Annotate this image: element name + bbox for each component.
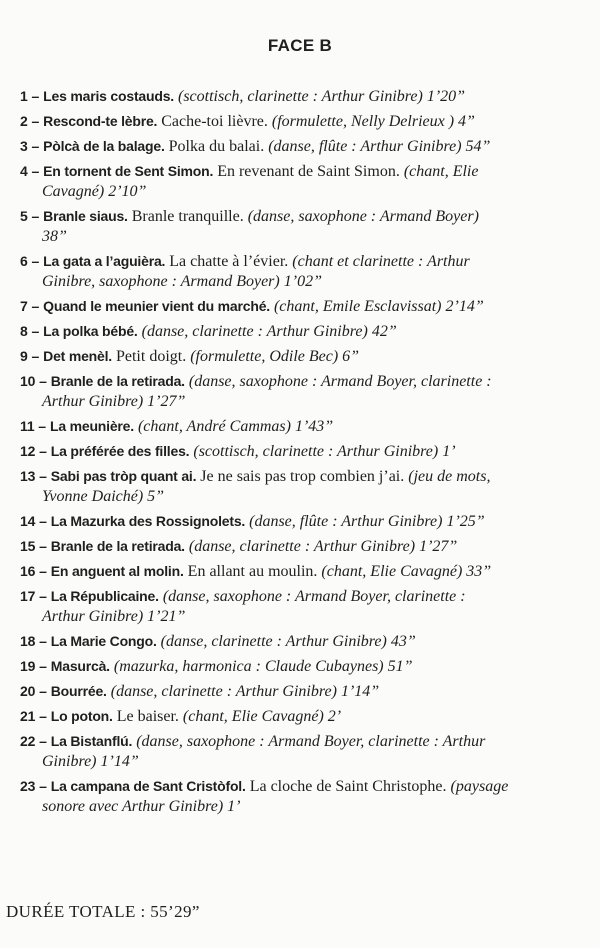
track-credit-continued: Arthur Ginibre) 1’27” — [42, 393, 186, 410]
track-credit: (chant, Elie Cavagné) 33” — [321, 563, 492, 580]
track-number: 22 — [20, 733, 36, 749]
track-separator: – — [35, 468, 51, 484]
track-separator: – — [27, 138, 44, 154]
track-translation: La cloche de Saint Christophe. — [249, 778, 447, 795]
track-title: La gata a l’aguièra. — [43, 253, 166, 269]
track-credit: (danse, flûte : Arthur Ginibre) 1’25” — [249, 513, 485, 530]
track-item — [20, 536, 590, 557]
track-item — [20, 466, 590, 507]
track-separator: – — [34, 418, 50, 434]
track-number: 10 — [20, 373, 36, 389]
track-number: 19 — [20, 658, 36, 674]
track-item — [20, 586, 590, 627]
track-title: Quand le meunier vient du marché. — [43, 298, 270, 314]
track-item — [20, 136, 590, 157]
track-credit: (danse, saxophone : Armand Boyer, clarinette : Arthur — [136, 733, 486, 750]
track-item — [20, 706, 590, 727]
track-credit: (chant, André Cammas) 1’43” — [137, 418, 334, 435]
track-item — [20, 416, 590, 437]
track-credit: (danse, clarinette : Arthur Ginibre) 1’27” — [188, 538, 458, 555]
track-credit-continued: Ginibre, saxophone : Armand Boyer) 1’02” — [42, 273, 322, 290]
track-credit: (danse, saxophone : Armand Boyer, clarinette : — [162, 588, 466, 605]
track-title: Bourrée. — [50, 683, 107, 699]
track-number: 20 — [20, 683, 36, 699]
track-title: Det menèl. — [43, 348, 112, 364]
track-translation: Le baiser. — [116, 708, 179, 725]
track-title: La préférée des filles. — [50, 443, 190, 459]
track-translation: En revenant de Saint Simon. — [217, 163, 400, 180]
track-separator: – — [27, 348, 44, 364]
track-separator: – — [27, 113, 44, 129]
track-translation: Cache-toi lièvre. — [161, 113, 268, 130]
track-item — [20, 206, 590, 247]
track-number: 8 — [20, 323, 28, 339]
track-credit: (danse, clarinette : Arthur Ginibre) 43” — [160, 633, 416, 650]
track-item — [20, 371, 590, 412]
track-credit: (mazurka, harmonica : Claude Cubaynes) 51” — [113, 658, 413, 675]
track-credit: (scottisch, clarinette : Arthur Ginibre) 1’20” — [178, 88, 466, 105]
track-credit: (danse, saxophone : Armand Boyer, clarinette : — [188, 373, 492, 390]
track-separator: – — [27, 163, 44, 179]
track-credit-continued: sonore avec Arthur Ginibre) 1’ — [42, 798, 241, 815]
track-item — [20, 631, 590, 652]
track-separator: – — [35, 513, 51, 529]
track-title: Branle de la retirada. — [50, 538, 185, 554]
track-credit: (jeu de mots, — [408, 468, 491, 485]
track-title: La Mazurka des Rossignolets. — [50, 513, 246, 529]
track-number: 17 — [20, 588, 36, 604]
track-number: 6 — [20, 253, 28, 269]
track-item — [20, 656, 590, 677]
track-number: 21 — [20, 708, 36, 724]
track-number: 9 — [20, 348, 28, 364]
track-separator: – — [27, 88, 44, 104]
track-item — [20, 731, 590, 772]
track-separator: – — [27, 253, 44, 269]
track-item — [20, 511, 590, 532]
track-credit: (danse, saxophone : Armand Boyer) — [247, 208, 479, 225]
track-translation: Petit doigt. — [115, 348, 187, 365]
track-number: 12 — [20, 443, 36, 459]
track-separator: – — [35, 588, 51, 604]
track-separator: – — [35, 733, 51, 749]
total-duration: DURÉE TOTALE : 55’29” — [6, 902, 200, 921]
track-title: Masurcà. — [50, 658, 110, 674]
track-translation: Polka du balai. — [168, 138, 265, 155]
track-credit: (paysage — [450, 778, 509, 795]
track-item — [20, 251, 590, 292]
track-translation: Branle tranquille. — [131, 208, 244, 225]
track-separator: – — [35, 683, 51, 699]
track-title: Pòlcà de la balage. — [43, 138, 165, 154]
track-title: La polka bébé. — [43, 323, 138, 339]
track-item — [20, 321, 590, 342]
track-credit: (chant, Emile Esclavissat) 2’14” — [273, 298, 484, 315]
track-item — [20, 86, 590, 107]
track-credit-continued: 38” — [42, 228, 67, 245]
track-title: La Bistanflú. — [50, 733, 133, 749]
track-translation: La chatte à l’évier. — [169, 253, 289, 270]
track-item — [20, 681, 590, 702]
track-title: La Républicaine. — [50, 588, 159, 604]
track-number: 2 — [20, 113, 28, 129]
track-item — [20, 346, 590, 367]
track-item — [20, 161, 590, 202]
track-number: 3 — [20, 138, 28, 154]
track-credit: (danse, flûte : Arthur Ginibre) 54” — [268, 138, 491, 155]
track-separator: – — [27, 323, 44, 339]
track-number: 16 — [20, 563, 36, 579]
track-item — [20, 296, 590, 317]
track-number: 7 — [20, 298, 28, 314]
track-separator: – — [27, 298, 44, 314]
track-title: La meunière. — [49, 418, 134, 434]
track-separator: – — [35, 538, 51, 554]
track-number: 1 — [20, 88, 28, 104]
track-credit: (chant et clarinette : Arthur — [292, 253, 470, 270]
track-credit: (chant, Elie — [403, 163, 479, 180]
track-number: 14 — [20, 513, 36, 529]
track-credit-continued: Cavagné) 2’10” — [42, 183, 147, 200]
track-title: Branle de la retirada. — [50, 373, 185, 389]
track-item — [20, 441, 590, 462]
track-number: 15 — [20, 538, 36, 554]
track-number: 5 — [20, 208, 28, 224]
track-separator: – — [35, 658, 51, 674]
track-credit-continued: Yvonne Daiché) 5” — [42, 488, 165, 505]
track-title: En anguent al molin. — [50, 563, 184, 579]
track-item — [20, 776, 590, 817]
track-credit: (danse, clarinette : Arthur Ginibre) 42” — [141, 323, 397, 340]
track-separator: – — [27, 208, 44, 224]
track-credit-continued: Arthur Ginibre) 1’21” — [42, 608, 186, 625]
track-number: 18 — [20, 633, 36, 649]
track-separator: – — [35, 443, 51, 459]
track-number: 4 — [20, 163, 28, 179]
track-separator: – — [35, 708, 51, 724]
track-title: La Marie Congo. — [50, 633, 157, 649]
track-credit: (formulette, Odile Bec) 6” — [190, 348, 360, 365]
track-separator: – — [35, 373, 51, 389]
track-translation: Je ne sais pas trop combien j’ai. — [200, 468, 405, 485]
track-separator: – — [35, 778, 51, 794]
track-list — [20, 86, 590, 817]
track-separator: – — [35, 563, 51, 579]
track-number: 13 — [20, 468, 36, 484]
track-title: La campana de Sant Cristòfol. — [50, 778, 246, 794]
track-separator: – — [35, 633, 51, 649]
track-credit: (danse, clarinette : Arthur Ginibre) 1’14” — [110, 683, 380, 700]
track-item — [20, 111, 590, 132]
track-title: Lo poton. — [50, 708, 113, 724]
track-title: Les maris costauds. — [43, 88, 174, 104]
track-credit: (chant, Elie Cavagné) 2’ — [182, 708, 342, 725]
track-title: Branle siaus. — [43, 208, 128, 224]
track-title: En tornent de Sent Simon. — [43, 163, 214, 179]
track-credit: (scottisch, clarinette : Arthur Ginibre) 1’ — [193, 443, 456, 460]
track-number: 11 — [20, 418, 35, 434]
track-credit: (formulette, Nelly Delrieux ) 4” — [271, 113, 475, 130]
track-title: Rescond-te lèbre. — [43, 113, 158, 129]
track-title: Sabi pas tròp quant ai. — [50, 468, 197, 484]
track-item — [20, 561, 590, 582]
track-number: 23 — [20, 778, 36, 794]
face-title: FACE B — [267, 36, 333, 55]
track-translation: En allant au moulin. — [187, 563, 318, 580]
track-credit-continued: Ginibre) 1’14” — [42, 753, 139, 770]
